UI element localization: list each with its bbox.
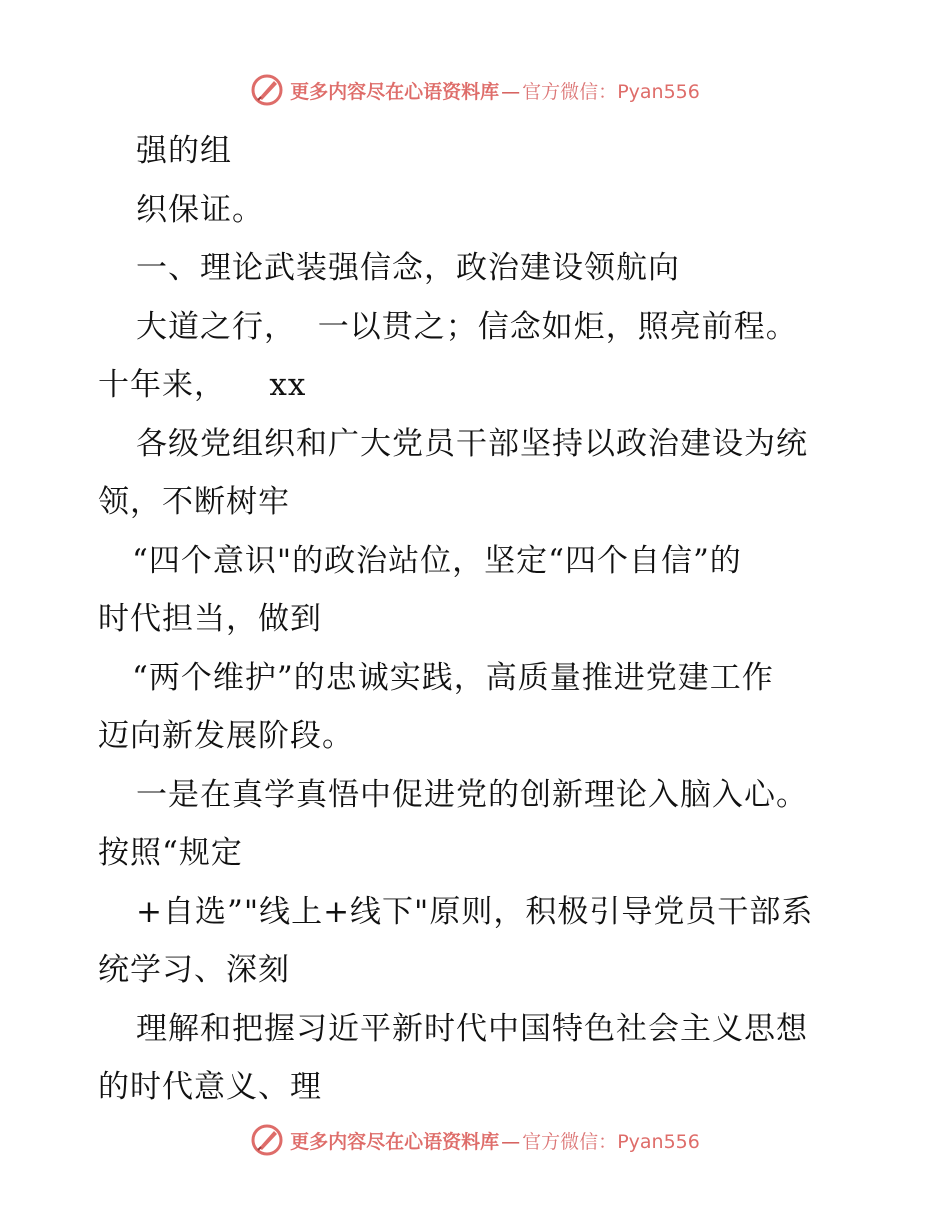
body-line: 织保证。 — [136, 191, 264, 228]
banner-wechat-handle: Pyan556 — [617, 1130, 700, 1153]
banner-separator: — — [501, 80, 521, 103]
header-banner — [0, 70, 950, 110]
body-line: 领，不断树牢 — [98, 484, 290, 520]
quill-logo-icon — [250, 1123, 284, 1157]
body-line: 按照“规定 — [98, 835, 243, 871]
banner-text — [290, 77, 700, 104]
banner-wechat-handle: Pyan556 — [617, 80, 700, 103]
footer-banner — [0, 1120, 950, 1160]
body-line: 的时代意义、理 — [98, 1069, 322, 1105]
banner-separator: — — [501, 1130, 521, 1153]
body-line: 统学习、深刻 — [98, 952, 290, 988]
body-line: 时代担当，做到 — [98, 601, 322, 637]
body-line: +自选”"线上+线下"原则，积极引导党员干部系 — [136, 893, 814, 930]
banner-wechat-label: 官方微信： — [522, 80, 618, 103]
body-line: “四个意识"的政治站位，坚定“四个自信”的 — [132, 542, 742, 579]
body-line: 一是在真学真悟中促进党的创新理论入脑入心。 — [136, 776, 808, 813]
body-line: 十年来， xx — [98, 367, 307, 403]
body-line: “两个维护”的忠诚实践，高质量推进党建工作 — [132, 659, 774, 696]
banner-text — [290, 1127, 700, 1154]
banner-brand: 更多内容尽在心语资料库 — [290, 1130, 500, 1153]
banner-wechat-label: 官方微信： — [522, 1130, 618, 1153]
document-body — [98, 122, 858, 1117]
quill-logo-icon — [250, 73, 284, 107]
body-line: 强的组 — [136, 133, 232, 169]
banner-brand: 更多内容尽在心语资料库 — [290, 80, 500, 103]
body-line: 理解和把握习近平新时代中国特色社会主义思想 — [136, 1010, 808, 1047]
body-line: 迈向新发展阶段。 — [98, 718, 354, 754]
body-line: 各级党组织和广大党员干部坚持以政治建设为统 — [136, 425, 808, 462]
body-line: 大道之行， 一以贯之；信念如炬，照亮前程。 — [136, 308, 798, 345]
section-heading: 一、理论武装强信念，政治建设领航向 — [136, 250, 680, 286]
